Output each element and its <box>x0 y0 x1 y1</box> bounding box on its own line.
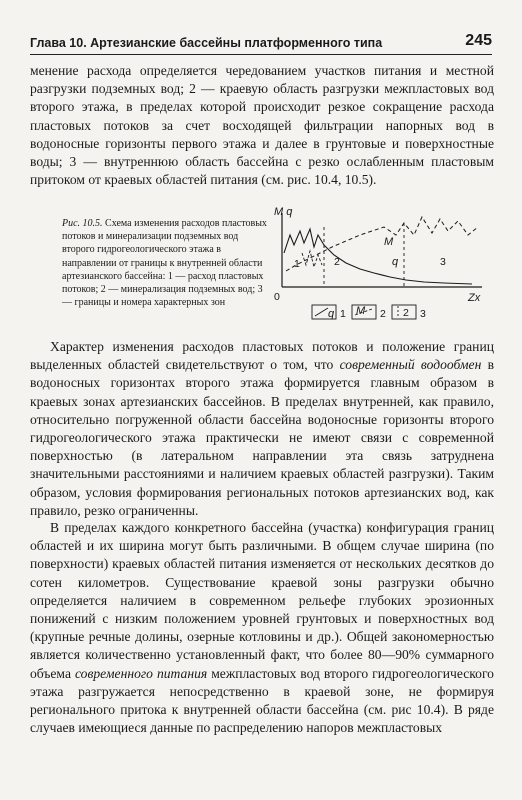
zone-number-3: 3 <box>440 256 446 268</box>
paragraph-3-emphasis: современного питания <box>74 665 208 681</box>
paragraph-2-text-a: Характер изменения расходов пластовых потоков и положение границ выделенных областей свидетельствуют о том, что <box>30 339 494 373</box>
paragraph-2 <box>30 338 494 520</box>
legend-item-2-number: 2 <box>380 308 386 320</box>
zone-number-2: 2 <box>334 256 340 268</box>
legend-item-2-symbol: M <box>356 305 366 317</box>
chapter-title: Глава 10. Артезианские бассейны платформенного типа <box>30 36 383 50</box>
legend-item-3-number: 3 <box>420 308 426 320</box>
origin-label: 0 <box>274 291 280 303</box>
legend-item-2 <box>352 305 386 320</box>
paragraph-3-text-a: В пределах каждого конкретного бассейна (участка) конфигурация границ областей и их ширина могут быть различными. В общем случае ширина (по поверхности) краевых областей питания изменяется от нескольких десятков до сотен километров. Существование краевой зоны разгрузки обычно определяется наличием в современном рельефе глубоких эрозионных понижений с низким положением уровней грунтовых и поверхностных вод (крупные речные долины, озерные котловины и др.). Общей закономерностью является количественно установленный факт, что более 80—90% суммарного объема <box>30 520 494 681</box>
figure-caption-label: Рис. 10.5. <box>62 218 103 229</box>
paragraph-1: менение расхода определяется чередованием участков питания и местной разгрузки подземных вод; 2 — краевую область разгрузки межпластовых вод второго этажа, в пределах которой происходит резкое сокращение расхода пластовых потоков за счет восходящей фильтрации напорных вод в водоносные горизонты первого этажа и далее в грунтовые и поверхностные воды; 3 — внутреннюю область бассейна с резко ослабленным пластовым притоком от краевых областей питания (см. рис. 10.4, 10.5). <box>30 63 494 188</box>
figure-caption <box>62 217 267 309</box>
paragraph-3-text-b: межпластовых вод второго гидрогеологического этажа разгружается непосредственно в краевой зоне, не формируя регионального притока к внутренней области бассейна (см. рис 10.4). В ряде случаев имеющиеся данные по распределению напоров межпластовых <box>30 665 494 736</box>
curve-label-m: M <box>384 236 394 248</box>
figure-caption-text: Схема изменения расходов пластовых потоков и минерализации подземных вод второго гидрогеологического этажа в направлении от границы к внутренней области артезианского бассейна: 1 — расход пластовых потоков; 2 — минерализация подземных вод; 3 — границы и номера характерных зон <box>62 218 267 309</box>
zone-number-1: 1 <box>294 258 300 270</box>
x-axis-label: Zx <box>468 292 481 304</box>
legend-item-1 <box>312 305 346 320</box>
figure-10-5-diagram <box>272 205 494 330</box>
paragraph-2-text-b: в водоносных горизонтах второго этажа формируется главным образом в краевых зонах артезианских бассейнов. В пределах внутренней, как правило, относительно погруженной области бассейна водоносные горизонты второго гидрогеологического этажа практически не имеют связи с современной поверхностью (в латеральном направлении эта связь затруднена значительными расстояниями и наличием краевых областей разгрузки). Таким образом, условия формирования региональных потоков артезианских вод, как правило, резко ограниченны. <box>30 357 495 518</box>
paragraph-2-emphasis: современный водообмен <box>339 357 482 373</box>
legend-item-3-symbol: 2 <box>403 307 409 319</box>
page-header <box>30 32 492 55</box>
paragraph-3 <box>30 519 494 737</box>
legend-item-1-symbol: q <box>328 308 335 320</box>
legend-item-1-number: 1 <box>340 308 346 320</box>
curve-label-q: q <box>392 256 399 268</box>
page-number: 245 <box>465 32 492 49</box>
legend-item-3 <box>392 305 426 320</box>
y-axis-label: M q <box>274 206 293 218</box>
